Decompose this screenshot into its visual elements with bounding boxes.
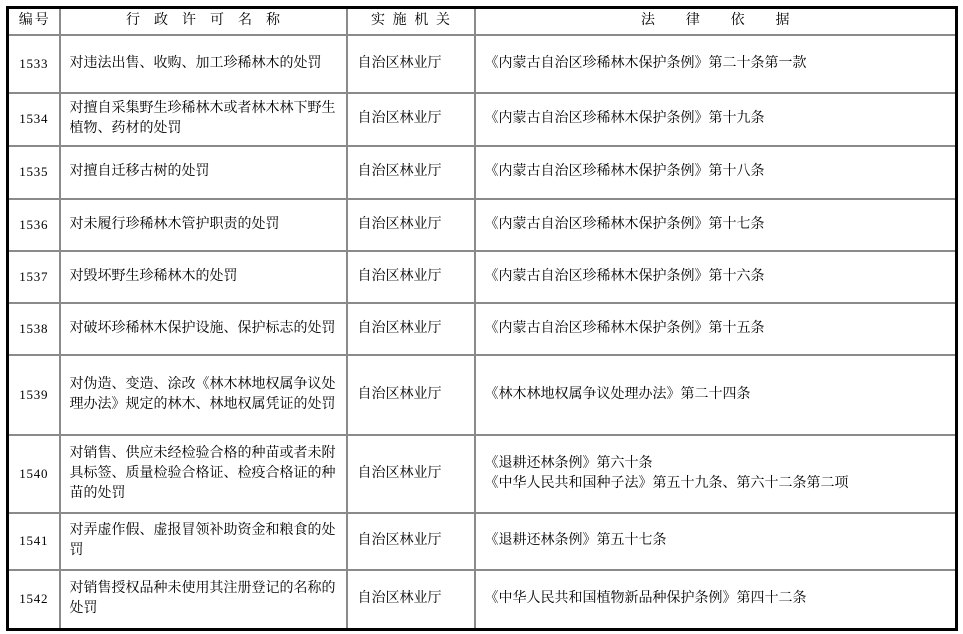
permit-name: 对未履行珍稀林木管护职责的处罚	[69, 216, 280, 232]
table-row	[8, 435, 957, 513]
table-row	[8, 303, 957, 355]
row-id-cell	[8, 199, 60, 251]
row-id: 1539	[19, 386, 49, 402]
legal-basis-cell	[475, 251, 957, 303]
legal-basis-cell	[475, 435, 957, 513]
legal-basis-line: 《林木林地权属争议处理办法》第二十四条	[484, 386, 751, 402]
legal-basis-line: 《内蒙古自治区珍稀林木保护条例》第十七条	[484, 216, 765, 232]
agency: 自治区林业厅	[357, 164, 442, 179]
legal-basis-cell	[475, 355, 957, 435]
permit-name-cell	[60, 513, 347, 570]
row-id-cell	[8, 355, 60, 435]
table-row	[8, 251, 957, 303]
table-row	[8, 570, 957, 630]
table-row	[8, 199, 957, 251]
header-agency-label: 实施机关	[370, 13, 458, 29]
legal-basis-cell	[475, 570, 957, 630]
row-id-cell	[8, 513, 60, 570]
agency-cell	[347, 251, 475, 303]
header-id	[8, 8, 60, 35]
agency-cell	[347, 513, 475, 570]
legal-basis-line: 《内蒙古自治区珍稀林木保护条例》第十九条	[484, 111, 765, 126]
permit-name-cell	[60, 303, 347, 355]
row-id: 1538	[19, 320, 49, 336]
agency: 自治区林业厅	[357, 533, 442, 548]
permit-name: 对破坏珍稀林木保护设施、保护标志的处罚	[69, 320, 336, 336]
legal-basis-line: 《退耕还林条例》第六十条	[484, 455, 653, 471]
permit-name: 对擅自采集野生珍稀林木或者林木林下野生植物、药材的处罚	[69, 101, 336, 136]
row-id: 1535	[19, 164, 49, 179]
table-body	[8, 35, 957, 630]
row-id: 1541	[19, 533, 49, 548]
legal-basis-cell	[475, 303, 957, 355]
agency-cell	[347, 35, 475, 93]
row-id: 1534	[19, 111, 49, 126]
table-row	[8, 93, 957, 146]
header-legal-basis	[475, 8, 957, 35]
legal-basis-cell	[475, 513, 957, 570]
permit-name: 对弄虚作假、虚报冒领补助资金和粮食的处罚	[69, 523, 336, 558]
permit-name-cell	[60, 435, 347, 513]
row-id: 1542	[19, 591, 49, 607]
agency-cell	[347, 146, 475, 199]
header-row	[8, 8, 957, 35]
table-row	[8, 35, 957, 93]
permit-name: 对伪造、变造、涂改《林木林地权属争议处理办法》规定的林木、林地权属凭证的处罚	[69, 376, 336, 412]
table-row	[8, 513, 957, 570]
legal-basis-cell	[475, 146, 957, 199]
agency-cell	[347, 570, 475, 630]
legal-basis-line: 《退耕还林条例》第五十七条	[484, 533, 667, 548]
permit-name-cell	[60, 146, 347, 199]
agency: 自治区林业厅	[357, 591, 442, 607]
legal-basis-line: 《中华人民共和国种子法》第五十九条、第六十二条第二项	[484, 475, 849, 491]
permit-name: 对擅自迁移古树的处罚	[69, 164, 210, 179]
agency-cell	[347, 435, 475, 513]
table-row	[8, 146, 957, 199]
row-id-cell	[8, 146, 60, 199]
header-agency	[347, 8, 475, 35]
row-id: 1540	[19, 465, 49, 481]
table-row	[8, 355, 957, 435]
row-id: 1533	[19, 55, 49, 71]
permit-name: 对销售授权品种未使用其注册登记的名称的处罚	[69, 581, 336, 617]
row-id-cell	[8, 93, 60, 146]
row-id-cell	[8, 570, 60, 630]
agency: 自治区林业厅	[357, 268, 442, 284]
table-header	[8, 8, 957, 35]
agency: 自治区林业厅	[357, 320, 442, 336]
row-id: 1536	[19, 216, 49, 232]
row-id-cell	[8, 435, 60, 513]
permit-name-cell	[60, 35, 347, 93]
permit-name-cell	[60, 570, 347, 630]
agency-cell	[347, 303, 475, 355]
permit-name-cell	[60, 199, 347, 251]
agency-cell	[347, 355, 475, 435]
permit-name-cell	[60, 93, 347, 146]
agency-cell	[347, 93, 475, 146]
legal-basis-line: 《内蒙古自治区珍稀林木保护条例》第二十条第一款	[484, 55, 807, 71]
agency-cell	[347, 199, 475, 251]
legal-basis-cell	[475, 93, 957, 146]
row-id-cell	[8, 35, 60, 93]
legal-basis-cell	[475, 199, 957, 251]
permit-name: 对违法出售、收购、加工珍稀林木的处罚	[69, 55, 322, 71]
legal-basis-line: 《内蒙古自治区珍稀林木保护条例》第十五条	[484, 320, 765, 336]
permit-name-cell	[60, 251, 347, 303]
agency: 自治区林业厅	[357, 55, 442, 71]
permits-table	[6, 6, 958, 631]
agency: 自治区林业厅	[357, 111, 442, 126]
legal-basis-line: 《内蒙古自治区珍稀林木保护条例》第十六条	[484, 268, 765, 284]
permit-name: 对销售、供应未经检验合格的种苗或者未附具标签、质量检验合格证、检疫合格证的种苗的处罚	[69, 445, 336, 501]
legal-basis-cell	[475, 35, 957, 93]
header-permit-name-label: 行政许可名称	[126, 13, 294, 29]
row-id-cell	[8, 303, 60, 355]
row-id: 1537	[19, 268, 49, 284]
agency: 自治区林业厅	[357, 465, 442, 481]
header-permit-name	[60, 8, 347, 35]
legal-basis-line: 《内蒙古自治区珍稀林木保护条例》第十八条	[484, 164, 765, 179]
agency: 自治区林业厅	[357, 216, 442, 232]
row-id-cell	[8, 251, 60, 303]
legal-basis-line: 《中华人民共和国植物新品种保护条例》第四十二条	[484, 591, 807, 607]
agency: 自治区林业厅	[357, 386, 442, 402]
permit-name-cell	[60, 355, 347, 435]
permit-name: 对毁坏野生珍稀林木的处罚	[69, 268, 238, 284]
header-legal-basis-label: 法律依据	[641, 13, 821, 29]
header-id-label: 编号	[18, 13, 51, 29]
